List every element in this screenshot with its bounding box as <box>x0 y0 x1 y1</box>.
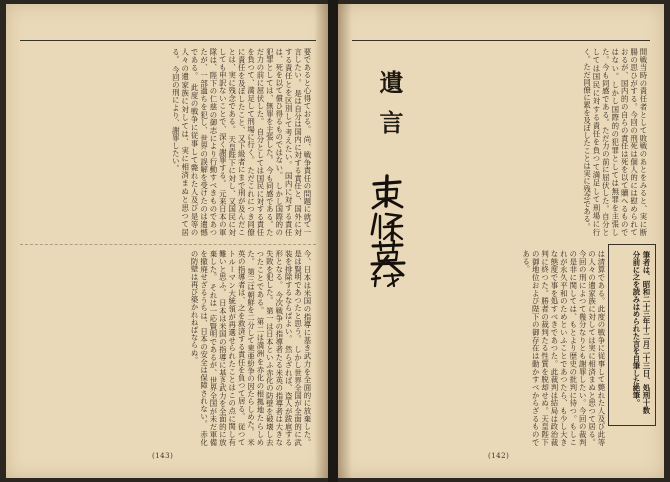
lower-text-block: は清算である。此度の戦争に従事して斃れた人及び此等の人々の遺家族に対しては実に相済まぬと思つて居る。今回の刑によつて幾分なりとも謝罪したい。今回の裁判の是非に関しては、もとより歴史の批判に待つ。もしこれが永久平和のためといふことであつたら、も少し大きな態度で事を処すべきであつた。此裁判は結局は政治裁判に終つた。勝者の裁判たる性質を脱却せぬ。天皇陛下の御地位および陛下の御存在は動かすべからざるものである。 <box>521 250 606 446</box>
gutter-shadow <box>338 4 352 478</box>
upper-text-block: 要であると心得ておる。 尚、戦争責任の問題に就て一言したい。 是は自分は国内に対する責任と、国外に対する責任とを区別して考えたい。 国内に対する責任は、死を以て償ひ得るものではない。 しかし国際的の犯罪としては、無罪を主張した。 今も同感である。ただ力の前に屈伏した。 自分としては国民に対する責任を負つて、満足して刑場に行く。 ただこれにつき同僚に責任を及ぼしたこと、又下級者にまで刑が及んだことは、実に残念である。 天皇陛下に対し、又国民に対しても申訳ないことで、深く謝罪する。 元来日本の軍隊は、陛下の仁慈の御志により行動すべきものであつたが、一部過ちを犯し、世界の誤解を受けたのは遺憾である。 此度の戦争に従事して斃れた人及び是等の人々の遺家族に対しては、実に相済まぬと思つて居る。 今回の刑により、謝罪したい。 <box>171 48 312 236</box>
upper-text-block: 開戦当時の責任者として敗戦のあとをみると、実に断腸の思ひがする。今回の刑死は個人的には慰められておるが、国内的の自らの責任は死を以て贖へるものではない。しかし国際的の犯罪としては無罪を主張した。今も同感である。ただ力の前に屈伏した。自分としては国民に対する責任を負つて満足して刑場に行く。ただ同僚に累を及ぼしたことは実に残念である。 <box>582 48 648 236</box>
editor-note: 筆者は、昭和二十三年十二月二十三日、処刑十数分前に之を読みはめられた言を自筆した絶筆。 <box>632 251 651 414</box>
calligraphy-signature <box>364 172 410 288</box>
title-yuigon: 遺言 <box>375 70 404 150</box>
section-divider <box>20 244 316 245</box>
book-spine <box>328 0 338 482</box>
note-box <box>608 244 656 426</box>
left-page <box>6 4 328 478</box>
gutter-shadow <box>314 4 328 478</box>
page-number: (142) <box>488 452 510 460</box>
page-number: (143) <box>152 452 174 460</box>
lower-text-block: 今、日本は米国の指導に基き武力を全面的に放棄した。 是は賢明であつたと思う。 しかし世界全国が全面的に武装を排除するならばよい。 然らざれば、盗人が跋扈する形となる。 今次戦争の指導者たる米英の指導者は大きな失敗を犯した。 第一は日本といふ赤化の防壁を破壊し去つたことである。 第二は満洲を赤化の根拠地たらしめた。 第三は朝鮮を二分して東亜紛争の因たらしめた。 米英の指導者は、之を救済する責任を負つて居る。 従つてトルーマン大統領が再選せられたことはこの点に関し有難いと思ふ。 日本は米国の指導に基き武力を全面的に放棄した。 それは一応賢明であるが、世界全国が未だ軍備を撤廃せざるうちは、日本の安全は保障されない。 赤化の防壁は再び築かれねばならぬ。 <box>190 250 312 446</box>
top-rule <box>20 40 316 41</box>
top-rule <box>352 40 650 41</box>
